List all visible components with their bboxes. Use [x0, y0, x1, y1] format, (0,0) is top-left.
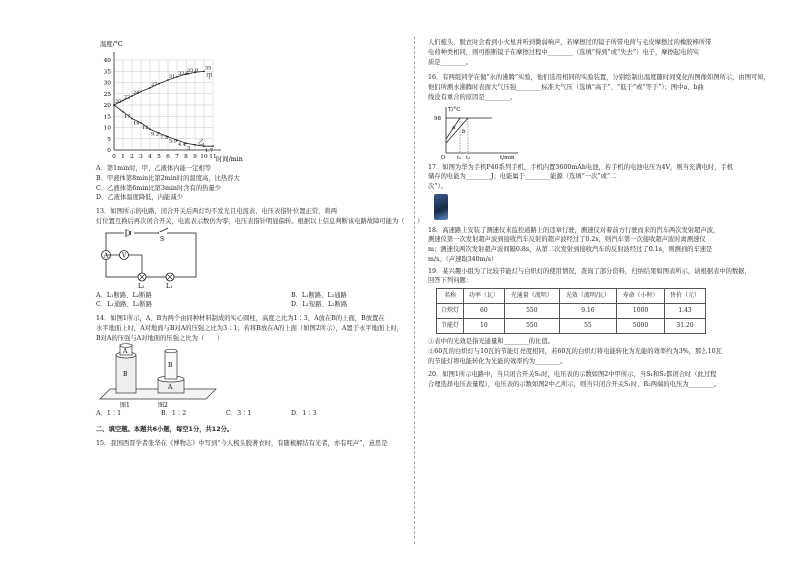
x-tick-label: 8 [184, 154, 188, 160]
q13-option-d: D．L₁短路、L₂断路 [291, 301, 348, 309]
boil-b-label: b [462, 128, 466, 135]
yi-value-label: 12 [142, 125, 149, 131]
q15-cont-line-2: 电荷种类相同，则可推断镜子在摩擦过程中________（选填“得到”或“失去”）电子，摩擦起电的实 [428, 48, 700, 56]
table-header: 功率（瓦） [463, 289, 504, 304]
boil-t1-label: t₁ [457, 154, 462, 161]
x-tick-label: 5 [157, 154, 161, 160]
q20-line-2: 合理选择电压表量程），电压表的示数如图2中乙所示，则当只闭合开关S₁时，R₂两端的电压为________。 [428, 381, 721, 388]
q12-option-c: C．乙液体第6min比第3min时含有的热量少 [96, 184, 222, 192]
voltmeter-label: V [122, 252, 127, 259]
lamp-comparison-table [436, 288, 706, 334]
table-row [437, 319, 706, 334]
boil-origin: O [441, 154, 446, 161]
table-cell: 55 [559, 319, 616, 334]
series-jia-label: 甲 [206, 72, 213, 80]
x-tick-label: 1 [121, 154, 125, 160]
lamp-l2-label: L₂ [138, 282, 145, 290]
q13-option-b: B．L₁断路、L₂通路 [291, 291, 347, 299]
x-tick-labels [112, 154, 217, 160]
y-tick-label: 20 [103, 103, 111, 109]
q17-line-3: 次”）。 [428, 183, 447, 190]
table-cell: 60 [463, 304, 504, 319]
table-header: 光通量（流明） [504, 289, 559, 304]
q14-option-d: D．1∶3 [291, 410, 317, 418]
table-header: 售价（元） [665, 289, 706, 304]
q19-line-1: 19．某兴趣小组为了比较节能灯与白炽灯的使用情况，查询了部分资料，归纳结果如图表所示，请根据表中的数据， [428, 267, 751, 275]
series-yi-point [149, 128, 151, 130]
jia-value-label: 24 [133, 90, 140, 96]
fig1-a-label: A [123, 348, 128, 356]
x-tick-label: 3 [139, 154, 143, 160]
circuit-diagram [98, 227, 208, 289]
jia-value-label: 35 [205, 65, 212, 72]
table-cell: 1000 [617, 304, 665, 319]
table-cell: 节能灯 [437, 319, 464, 334]
series-jia-point [158, 83, 160, 85]
jia-value-label: 20 [115, 99, 122, 105]
table-row [437, 304, 706, 319]
q19-sub-2: ②60瓦的白炽灯与10瓦的节能灯亮度相同，若60瓦的白炽灯将电能转化为光能的效率约为3%，那么10瓦 [428, 347, 722, 355]
x-tick-label: 4 [148, 154, 152, 160]
jia-value-label: 31 [169, 74, 176, 81]
y-tick-label: 40 [103, 58, 111, 64]
switch-label: S [160, 235, 165, 243]
yi-value-label: 17 [124, 113, 131, 120]
table-header: 寿命（小时） [617, 289, 665, 304]
x-tick-label: 2 [130, 154, 134, 160]
q12-option-d: D．乙液体温度降低，内能减少 [96, 194, 183, 202]
table-cell: 10 [463, 319, 504, 334]
temperature-time-graph [96, 38, 246, 168]
right-column [428, 38, 770, 390]
y-tick-label: 25 [103, 91, 111, 98]
yi-value-label: 3 [187, 145, 191, 152]
y-tick-label: 5 [107, 136, 111, 143]
q14-line-3: B对A的压强与A对地面的压强之比为（ ） [96, 334, 224, 342]
fig2-a-label: A [168, 384, 173, 392]
series-yi-label: 乙 [198, 138, 205, 146]
boil-ylabel: T/°C [448, 106, 461, 113]
q18-line-1: 18．高速路上安装了测速仪来监控道路上的违章行驶，测速仪对着前方行驶而来的汽车两次发射超声波， [428, 226, 720, 234]
jia-value-label: 22 [124, 94, 131, 101]
jia-value-label: 33.8 [187, 67, 199, 74]
y-tick-label: 15 [103, 114, 111, 121]
q13-option-c: C．L₁通路、L₂断路 [96, 301, 153, 309]
x-tick-label: 11 [209, 154, 217, 160]
y-tick-label: 10 [103, 125, 111, 132]
q17-line-2: 储存的电能为________J；电能属于________能源（选填“一次”或“二 [428, 173, 617, 181]
series-jia-point [140, 91, 142, 93]
smartphone-image [434, 194, 448, 220]
yi-value-label: 1.7 [205, 148, 213, 155]
y-tick-label: 35 [103, 69, 111, 76]
x-tick-label: 6 [166, 154, 170, 160]
yi-value-label: 5.9 [169, 138, 177, 145]
cylinders-figure [98, 343, 218, 409]
y-tick-label: 0 [107, 148, 111, 154]
yi-value-label: 7.5 [160, 135, 168, 142]
table-cell: 9.16 [559, 304, 616, 319]
x-tick-label: 9 [193, 154, 197, 160]
q14-option-c: C．3∶1 [226, 410, 252, 418]
fig2-caption: 图2 [158, 402, 168, 410]
series-yi-point [122, 111, 124, 113]
y-tick-labels [104, 58, 112, 154]
table-cell: 5000 [617, 319, 665, 334]
q19-sub-1: ①表中的光效是指光通量和________的比值。 [428, 338, 554, 345]
q12-option-a: A．第1min时，甲、乙液体内能一定相等 [96, 165, 212, 172]
left-column [96, 38, 424, 449]
boil-xlabel: t/min [500, 154, 515, 161]
fig1-caption: 图1 [120, 402, 130, 410]
q17-line-1: 17．如图为华为手机P40系列手机，手机内置3600mAh电池，若手机的电池电压为4V，则当充满电时，手机 [428, 163, 733, 171]
q15-cont-line-1: 人们梳头、脱衣时会看到小火星并听到微弱响声，若摩擦过的镜子所带电荷与毛皮摩擦过的橡胶棒所带 [428, 39, 712, 46]
q13-line-2: 灯位置互换后再次闭合开关，电流表示数仍为零，电压表指针明显偏转。根据以上信息判断该电路故障可能为（ ） [96, 217, 424, 225]
table-header-row [437, 289, 706, 304]
y-tick-label: 30 [103, 80, 111, 87]
q20-line-1: 20．如图1所示电路中，当只闭合开关S₁时，电压表的示数如图2中甲所示，当S₁和S₂都闭合时（此过程 [428, 371, 717, 379]
q18-line-3: m；测速仪两次发射超声波间隔0.8s，从第二次发射到接收汽车的反射波经过了0.1s，则测到的车速是 [428, 246, 713, 253]
q19-sub-3: 的节能灯将电能转化为光能的效率约为________。 [428, 357, 567, 365]
yi-value-label: 14 [133, 120, 140, 127]
boil-98-label: 98 [434, 115, 441, 122]
boil-a-label: a [452, 124, 456, 131]
q13-line-1: 13．如图所示的电路，闭合开关后两灯均不发光且电流表、电压表指针位置正常，将两 [96, 208, 337, 215]
fig2-b-label: B [168, 362, 173, 370]
table-header: 名称 [437, 289, 464, 304]
section-2-heading: 二、填空题。本题共6小题，每空1分，共12分。 [96, 426, 234, 433]
table-cell: 白炽灯 [437, 304, 464, 319]
yi-value-label: 4.4 [178, 142, 186, 149]
table-cell: 550 [504, 304, 559, 319]
q14-option-a: A．1∶1 [96, 410, 122, 418]
ammeter-label: A [103, 252, 109, 259]
column-divider [414, 36, 415, 544]
x-tick-label: 7 [175, 154, 179, 160]
q16-line-2: 他们所测水沸腾时表面大气压强________标准大气压（选填“高于”、“低于”或“等于”）；图中a、b曲 [428, 84, 704, 91]
q14-option-b: B．1∶2 [161, 410, 187, 418]
q19-line-2: 回答下列问题： [428, 277, 473, 285]
yi-value-label: 9.2 [151, 131, 159, 138]
jia-value-label: 32.5 [178, 70, 190, 77]
graph-ylabel: 温度/°C [100, 41, 123, 48]
q15-line-1: 15．我国西晋学者张华在《博物志》中写到“今人梳头脱著衣时，有随梳解结有光者，亦有咤声”，意思是 [96, 439, 388, 447]
boil-t2-label: t₂ [466, 154, 471, 161]
x-tick-label: 10 [200, 154, 208, 160]
boiling-graph [434, 103, 524, 161]
lamp-l1-label: L₁ [166, 282, 173, 290]
fig1-b-label: B [123, 371, 128, 379]
series-yi-point [194, 144, 196, 146]
table-cell: 550 [504, 319, 559, 334]
series-yi-point [140, 122, 142, 124]
q13-option-a: A．L₁断路、L₂断路 [96, 291, 152, 299]
table-header: 光效（流明/瓦） [559, 289, 616, 304]
graph-xlabel: 时间/min [216, 156, 243, 163]
q16-line-3: 线没有重合的原因是________。 [428, 93, 517, 101]
q14-line-2: 水平地面上时，A对地面与B对A的压强之比为3∶1；若将B放在A的上面（如图2所示），A置于水平地面上时， [96, 324, 404, 332]
q18-line-2: 测速仪第一次发射超声波到接收汽车反射的超声波经过了0.2s，则汽车第一次接收超声波时离测速仪 [428, 236, 706, 244]
x-tick-label: 0 [112, 154, 116, 160]
q12-option-b: B．甲液体第8min比第2min时的温度高，比热容大 [96, 174, 240, 182]
q18-line-4: m/s。（声速取340m/s） [428, 255, 498, 263]
q16-line-1: 16．有两组同学在做“水的沸腾”实验，他们选用相同的实验装置，分别绘制出温度随时间变化的图像如图所示，由图可知， [428, 74, 770, 82]
series-yi-point [131, 118, 133, 120]
q14-line-1: 14．如图1所示，A、B为两个由同种材料制成的实心圆柱，高度之比为1∶3，A放在B的上面，B放置在 [96, 315, 385, 322]
series-yi-point [212, 145, 214, 147]
table-cell: 31.20 [665, 319, 706, 334]
table-cell: 1.43 [665, 304, 706, 319]
jia-value-label: 27 [151, 81, 158, 88]
q15-cont-line-3: 质是________。 [428, 58, 473, 66]
